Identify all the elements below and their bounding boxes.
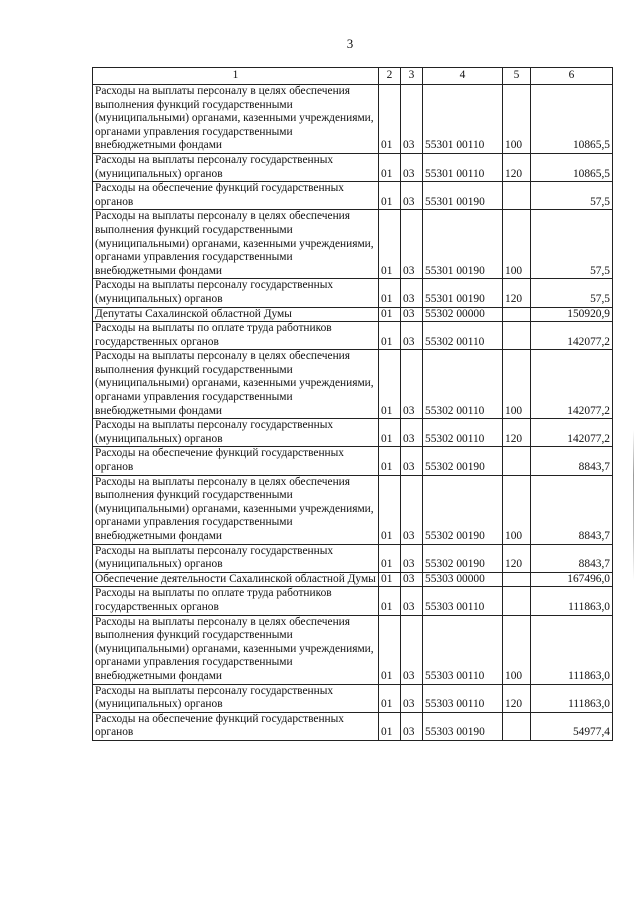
- row-name: Расходы на выплаты персоналу государственных (муниципальных) органов: [93, 153, 379, 181]
- row-name: Расходы на обеспечение функций государственных органов: [93, 182, 379, 210]
- row-section-code: 01: [379, 153, 401, 181]
- row-section-code: 01: [379, 475, 401, 544]
- row-name: Депутаты Сахалинской областной Думы: [93, 307, 379, 322]
- row-amount: 142077,2: [531, 322, 613, 350]
- table-row: [93, 182, 613, 210]
- column-header-5: 5: [503, 68, 531, 85]
- row-amount: 167496,0: [531, 572, 613, 587]
- row-section-code: 01: [379, 182, 401, 210]
- table-row: [93, 572, 613, 587]
- column-header-2: 2: [379, 68, 401, 85]
- row-expense-type-code: 120: [503, 279, 531, 307]
- row-subsection-code: 03: [401, 615, 423, 684]
- row-subsection-code: 03: [401, 182, 423, 210]
- row-amount: 111863,0: [531, 684, 613, 712]
- row-subsection-code: 03: [401, 279, 423, 307]
- table-row: [93, 210, 613, 279]
- row-amount: 8843,7: [531, 544, 613, 572]
- row-target-article-code: 55301 00110: [423, 85, 503, 154]
- table-row: [93, 350, 613, 419]
- row-target-article-code: 55303 00000: [423, 572, 503, 587]
- row-expense-type-code: 120: [503, 684, 531, 712]
- row-name: Расходы на выплаты персоналу государственных (муниципальных) органов: [93, 419, 379, 447]
- row-target-article-code: 55302 00190: [423, 475, 503, 544]
- table-row: [93, 712, 613, 740]
- row-expense-type-code: 100: [503, 350, 531, 419]
- row-target-article-code: 55303 00110: [423, 587, 503, 615]
- row-section-code: 01: [379, 85, 401, 154]
- row-expense-type-code: [503, 307, 531, 322]
- row-expense-type-code: 120: [503, 544, 531, 572]
- table-row: [93, 544, 613, 572]
- row-target-article-code: 55302 00110: [423, 322, 503, 350]
- table-body: [93, 85, 613, 741]
- row-subsection-code: 03: [401, 544, 423, 572]
- row-target-article-code: 55301 00110: [423, 153, 503, 181]
- row-amount: 10865,5: [531, 153, 613, 181]
- row-expense-type-code: 100: [503, 210, 531, 279]
- row-amount: 150920,9: [531, 307, 613, 322]
- row-name: Расходы на выплаты персоналу в целях обеспечения выполнения функций государственными (муниципальными) органами, казенными учреждениями, органами управления государственными внебюджетными фондами: [93, 615, 379, 684]
- row-section-code: 01: [379, 419, 401, 447]
- row-target-article-code: 55301 00190: [423, 279, 503, 307]
- row-section-code: 01: [379, 684, 401, 712]
- row-section-code: 01: [379, 544, 401, 572]
- row-expense-type-code: [503, 447, 531, 475]
- row-expense-type-code: [503, 712, 531, 740]
- row-amount: 57,5: [531, 182, 613, 210]
- table-row: [93, 153, 613, 181]
- row-name: Обеспечение деятельности Сахалинской областной Думы: [93, 572, 379, 587]
- table-row: [93, 475, 613, 544]
- row-target-article-code: 55302 00110: [423, 419, 503, 447]
- row-expense-type-code: [503, 587, 531, 615]
- row-name: Расходы на выплаты персоналу государственных (муниципальных) органов: [93, 544, 379, 572]
- table-row: [93, 85, 613, 154]
- row-target-article-code: 55302 00110: [423, 350, 503, 419]
- table-row: [93, 322, 613, 350]
- row-section-code: 01: [379, 572, 401, 587]
- row-subsection-code: 03: [401, 684, 423, 712]
- row-target-article-code: 55301 00190: [423, 182, 503, 210]
- row-section-code: 01: [379, 307, 401, 322]
- row-amount: 111863,0: [531, 587, 613, 615]
- table-row: [93, 684, 613, 712]
- row-name: Расходы на выплаты персоналу в целях обеспечения выполнения функций государственными (муниципальными) органами, казенными учреждениями, органами управления государственными внебюджетными фондами: [93, 210, 379, 279]
- row-expense-type-code: [503, 182, 531, 210]
- row-target-article-code: 55303 00110: [423, 684, 503, 712]
- row-name: Расходы на выплаты по оплате труда работников государственных органов: [93, 587, 379, 615]
- row-section-code: 01: [379, 712, 401, 740]
- row-section-code: 01: [379, 210, 401, 279]
- row-section-code: 01: [379, 587, 401, 615]
- row-amount: 10865,5: [531, 85, 613, 154]
- row-target-article-code: 55302 00190: [423, 544, 503, 572]
- row-subsection-code: 03: [401, 307, 423, 322]
- table-row: [93, 279, 613, 307]
- row-target-article-code: 55302 00000: [423, 307, 503, 322]
- table-row: [93, 419, 613, 447]
- row-name: Расходы на выплаты персоналу в целях обеспечения выполнения функций государственными (муниципальными) органами, казенными учреждениями, органами управления государственными внебюджетными фондами: [93, 85, 379, 154]
- table-row: [93, 307, 613, 322]
- page-number: 3: [346, 36, 354, 51]
- row-amount: 57,5: [531, 210, 613, 279]
- row-subsection-code: 03: [401, 475, 423, 544]
- row-section-code: 01: [379, 350, 401, 419]
- row-target-article-code: 55303 00190: [423, 712, 503, 740]
- row-subsection-code: 03: [401, 322, 423, 350]
- row-subsection-code: 03: [401, 587, 423, 615]
- row-subsection-code: 03: [401, 350, 423, 419]
- row-subsection-code: 03: [401, 153, 423, 181]
- row-target-article-code: 55301 00190: [423, 210, 503, 279]
- row-target-article-code: 55302 00190: [423, 447, 503, 475]
- row-expense-type-code: 120: [503, 419, 531, 447]
- table-row: [93, 447, 613, 475]
- row-name: Расходы на выплаты персоналу в целях обеспечения выполнения функций государственными (муниципальными) органами, казенными учреждениями, органами управления государственными внебюджетными фондами: [93, 350, 379, 419]
- row-section-code: 01: [379, 322, 401, 350]
- budget-table: [92, 67, 613, 741]
- column-header-3: 3: [401, 68, 423, 85]
- row-amount: 111863,0: [531, 615, 613, 684]
- row-expense-type-code: 100: [503, 475, 531, 544]
- row-subsection-code: 03: [401, 572, 423, 587]
- scan-artifact: [633, 430, 634, 580]
- row-expense-type-code: 100: [503, 615, 531, 684]
- table-header-row: [93, 68, 613, 85]
- column-header-6: 6: [531, 68, 613, 85]
- row-name: Расходы на обеспечение функций государственных органов: [93, 447, 379, 475]
- row-name: Расходы на выплаты по оплате труда работников государственных органов: [93, 322, 379, 350]
- row-name: Расходы на выплаты персоналу государственных (муниципальных) органов: [93, 684, 379, 712]
- row-name: Расходы на выплаты персоналу государственных (муниципальных) органов: [93, 279, 379, 307]
- row-amount: 8843,7: [531, 475, 613, 544]
- column-header-4: 4: [423, 68, 503, 85]
- row-subsection-code: 03: [401, 712, 423, 740]
- row-expense-type-code: 120: [503, 153, 531, 181]
- row-subsection-code: 03: [401, 447, 423, 475]
- row-subsection-code: 03: [401, 210, 423, 279]
- row-amount: 54977,4: [531, 712, 613, 740]
- row-section-code: 01: [379, 279, 401, 307]
- row-name: Расходы на выплаты персоналу в целях обеспечения выполнения функций государственными (муниципальными) органами, казенными учреждениями, органами управления государственными внебюджетными фондами: [93, 475, 379, 544]
- row-expense-type-code: [503, 322, 531, 350]
- table-row: [93, 587, 613, 615]
- row-amount: 8843,7: [531, 447, 613, 475]
- row-name: Расходы на обеспечение функций государственных органов: [93, 712, 379, 740]
- row-amount: 142077,2: [531, 350, 613, 419]
- row-amount: 57,5: [531, 279, 613, 307]
- row-amount: 142077,2: [531, 419, 613, 447]
- table-row: [93, 615, 613, 684]
- row-expense-type-code: 100: [503, 85, 531, 154]
- row-expense-type-code: [503, 572, 531, 587]
- row-target-article-code: 55303 00110: [423, 615, 503, 684]
- row-section-code: 01: [379, 615, 401, 684]
- row-subsection-code: 03: [401, 85, 423, 154]
- row-subsection-code: 03: [401, 419, 423, 447]
- row-section-code: 01: [379, 447, 401, 475]
- column-header-1: 1: [93, 68, 379, 85]
